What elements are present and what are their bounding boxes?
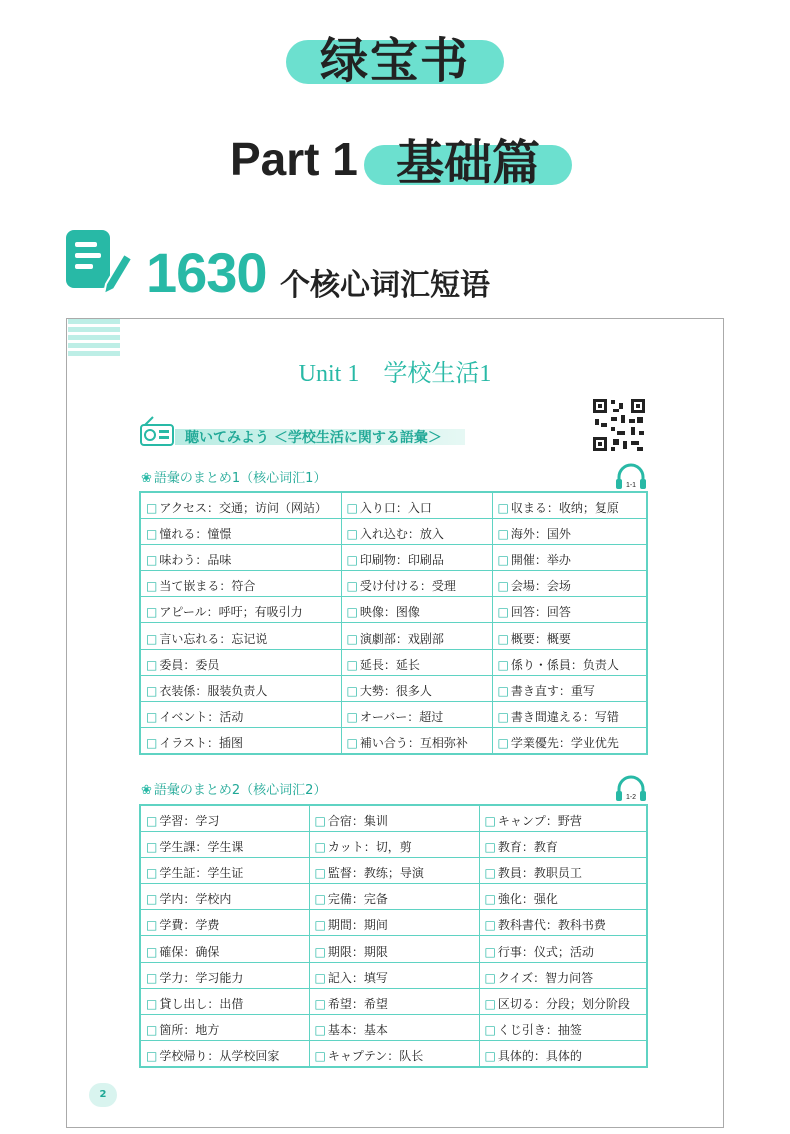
vocab-count-label: 个核心词汇短语 — [280, 268, 490, 303]
vocab-cell — [140, 518, 341, 544]
vocab-cell — [140, 1015, 309, 1041]
checkbox-icon[interactable]: □ — [346, 736, 358, 751]
table-row — [140, 702, 647, 728]
vocab-cell — [140, 805, 309, 831]
qr-code-icon[interactable] — [591, 397, 647, 453]
vocab-cell — [341, 544, 492, 570]
vocab-cell — [309, 884, 479, 910]
checkbox-icon[interactable]: □ — [146, 970, 158, 985]
vocab-cell — [140, 675, 341, 701]
vocab-cell — [492, 702, 647, 728]
vocab-cell — [140, 831, 309, 857]
vocab-cell — [479, 962, 647, 988]
vocab-entry: 行事：仪式；活动 — [497, 944, 594, 959]
vocab-cell — [479, 988, 647, 1014]
vocab-cell — [479, 831, 647, 857]
checkbox-icon[interactable]: □ — [146, 579, 158, 594]
vocab-entry: イベント：活动 — [159, 710, 244, 725]
vocab-cell — [479, 1015, 647, 1041]
vocab-cell — [140, 649, 341, 675]
table-row — [140, 910, 647, 936]
vocab-entry: 教育：教育 — [497, 839, 558, 854]
checkbox-icon[interactable]: □ — [146, 605, 158, 620]
vocab-cell — [479, 1041, 647, 1067]
vocab-entry: 言い忘れる：忘记说 — [159, 631, 268, 646]
track-number: 1-1 — [625, 482, 637, 489]
vocab-cell — [492, 571, 647, 597]
table-row — [140, 805, 647, 831]
table-row — [140, 962, 647, 988]
checkbox-icon[interactable]: □ — [346, 552, 358, 567]
vocab-cell — [140, 702, 341, 728]
vocab-cell — [309, 936, 479, 962]
checkbox-icon[interactable]: □ — [314, 1049, 326, 1064]
vocab-cell — [309, 831, 479, 857]
checkbox-icon[interactable]: □ — [497, 657, 509, 672]
checkbox-icon[interactable]: □ — [314, 839, 326, 854]
vocab-cell — [140, 597, 341, 623]
checkbox-icon[interactable]: □ — [484, 1049, 496, 1064]
checkbox-icon[interactable]: □ — [497, 526, 509, 541]
checkbox-icon[interactable]: □ — [146, 500, 158, 515]
flower-icon: ❀ — [141, 783, 152, 798]
vocab-entry: 期間：期间 — [327, 918, 388, 933]
table-row — [140, 623, 647, 649]
vocab-entry: 大勢：很多人 — [359, 683, 432, 698]
page-number: 2 — [89, 1083, 117, 1107]
vocab-entry: 延長：延长 — [359, 657, 420, 672]
book-page — [66, 318, 724, 1128]
vocab-entry: 完備：完备 — [327, 892, 388, 907]
checkbox-icon[interactable]: □ — [146, 996, 158, 1011]
decorative-stripes — [68, 319, 120, 355]
checkbox-icon[interactable]: □ — [484, 865, 496, 880]
vocab-cell — [492, 544, 647, 570]
track-number: 1-2 — [625, 794, 637, 801]
vocab-cell — [309, 857, 479, 883]
checkbox-icon[interactable]: □ — [497, 710, 509, 725]
checkbox-icon[interactable]: □ — [346, 710, 358, 725]
checkbox-icon[interactable]: □ — [146, 631, 158, 646]
vocab-cell — [492, 492, 647, 518]
vocab-cell — [479, 857, 647, 883]
vocab-entry: アクセス：交通；访问（网站） — [159, 500, 327, 515]
vocab-entry: 学内：学校内 — [159, 892, 232, 907]
vocab-cell — [492, 518, 647, 544]
table-row — [140, 518, 647, 544]
table-row — [140, 544, 647, 570]
vocab-entry: 学生証：学生证 — [159, 865, 244, 880]
vocab-entry: 基本：基本 — [327, 1023, 388, 1038]
vocab-entry: 入れ込む：放入 — [359, 526, 444, 541]
vocab-cell — [492, 623, 647, 649]
vocab-cell — [341, 597, 492, 623]
checkbox-icon[interactable]: □ — [314, 892, 326, 907]
headphone-icon[interactable] — [614, 775, 648, 803]
vocab-entry: 合宿：集训 — [327, 813, 388, 828]
checkbox-icon[interactable]: □ — [146, 1023, 158, 1038]
table-row — [140, 597, 647, 623]
vocab-entry: カット：切，剪 — [327, 839, 412, 854]
checkbox-icon[interactable]: □ — [146, 736, 158, 751]
checkbox-icon[interactable]: □ — [146, 865, 158, 880]
vocab-cell — [140, 857, 309, 883]
checkbox-icon[interactable]: □ — [314, 813, 326, 828]
radio-icon — [139, 415, 175, 447]
vocab-cell — [341, 702, 492, 728]
listen-heading: 聴いてみよう ＜学校生活に関する語彙＞ — [185, 430, 442, 446]
vocab-entry: 強化：强化 — [497, 892, 558, 907]
vocab-entry: 演劇部：戏剧部 — [359, 631, 444, 646]
vocab-entry: 学習：学习 — [159, 813, 220, 828]
vocab-count: 1630 — [146, 241, 267, 304]
vocab-entry: 学力：学习能力 — [159, 970, 244, 985]
checkbox-icon[interactable]: □ — [484, 944, 496, 959]
checkbox-icon[interactable]: □ — [146, 657, 158, 672]
vocab-entry: 記入：填写 — [327, 970, 388, 985]
vocab-entry: イラスト：插图 — [159, 736, 243, 751]
vocab-cell — [479, 884, 647, 910]
vocab-cell — [140, 988, 309, 1014]
vocab-cell — [309, 1041, 479, 1067]
vocab-cell — [140, 492, 341, 518]
vocab-entry: 監督：教练；导演 — [327, 865, 424, 880]
checkbox-icon[interactable]: □ — [484, 813, 496, 828]
checkbox-icon[interactable]: □ — [146, 683, 158, 698]
vocab-entry: 学生課：学生课 — [159, 839, 244, 854]
vocab-entry: 貸し出し：出借 — [159, 996, 244, 1011]
vocab-entry: 委員：委员 — [159, 657, 220, 672]
vocab-entry: 区切る：分段；划分阶段 — [497, 996, 630, 1011]
checkbox-icon[interactable]: □ — [484, 918, 496, 933]
vocab-entry: 印刷物：印刷品 — [359, 552, 444, 567]
vocab-entry: キャンプ：野营 — [497, 813, 582, 828]
checkbox-icon[interactable]: □ — [346, 500, 358, 515]
vocab-entry: 当て嵌まる：符合 — [159, 579, 256, 594]
checkbox-icon[interactable]: □ — [146, 839, 158, 854]
vocab-cell — [140, 884, 309, 910]
book-title: 绿宝书 — [319, 33, 470, 89]
vocab-cell — [341, 518, 492, 544]
checkbox-icon[interactable]: □ — [346, 683, 358, 698]
checkbox-icon[interactable]: □ — [314, 865, 326, 880]
vocab-cell — [341, 675, 492, 701]
section-title-1: ❀ 語彙のまとめ1（核心词汇1） — [141, 471, 327, 486]
checkbox-icon[interactable]: □ — [484, 970, 496, 985]
vocab-entry: 会場：会场 — [510, 579, 571, 594]
vocab-entry: 憧れる：憧憬 — [159, 526, 232, 541]
vocab-cell — [492, 597, 647, 623]
checkbox-icon[interactable]: □ — [497, 683, 509, 698]
vocab-entry: 教科書代：教科书费 — [497, 918, 606, 933]
vocab-cell — [140, 623, 341, 649]
table-row — [140, 571, 647, 597]
vocab-cell — [140, 962, 309, 988]
table-row — [140, 1041, 647, 1067]
vocab-entry: 具体的：具体的 — [497, 1049, 582, 1064]
checkbox-icon[interactable]: □ — [314, 970, 326, 985]
checkbox-icon[interactable]: □ — [146, 813, 158, 828]
vocab-entry: くじ引き：抽签 — [497, 1023, 582, 1038]
vocab-entry: 確保：确保 — [159, 944, 220, 959]
vocab-entry: 希望：希望 — [327, 996, 388, 1011]
checkbox-icon[interactable]: □ — [346, 605, 358, 620]
vocab-cell — [479, 805, 647, 831]
vocab-entry: 書き間違える：写错 — [510, 710, 619, 725]
table-row — [140, 675, 647, 701]
table-row — [140, 649, 647, 675]
vocab-cell — [309, 962, 479, 988]
vocab-cell — [492, 675, 647, 701]
vocab-entry: 補い合う：互相弥补 — [359, 736, 468, 751]
document-pen-icon — [62, 224, 136, 298]
vocab-entry: 入り口：入口 — [359, 500, 432, 515]
vocab-entry: 衣装係：服装负责人 — [159, 683, 268, 698]
checkbox-icon[interactable]: □ — [346, 631, 358, 646]
headphone-icon[interactable] — [614, 463, 648, 491]
vocab-entry: 書き直す：重写 — [510, 683, 595, 698]
checkbox-icon[interactable]: □ — [146, 918, 158, 933]
table-row — [140, 857, 647, 883]
vocab-table-1 — [139, 491, 648, 755]
table-row — [140, 831, 647, 857]
checkbox-icon[interactable]: □ — [314, 944, 326, 959]
vocab-entry: 開催：举办 — [510, 552, 571, 567]
checkbox-icon[interactable]: □ — [497, 631, 509, 646]
checkbox-icon[interactable]: □ — [314, 918, 326, 933]
vocab-entry: 教員：教职员工 — [497, 865, 582, 880]
vocab-cell — [309, 910, 479, 936]
vocab-cell — [309, 805, 479, 831]
vocab-cell — [341, 571, 492, 597]
checkbox-icon[interactable]: □ — [146, 552, 158, 567]
checkbox-icon[interactable]: □ — [146, 944, 158, 959]
vocab-entry: 味わう：品味 — [159, 552, 232, 567]
vocab-entry: 期限：期限 — [327, 944, 388, 959]
vocab-cell — [140, 728, 341, 754]
vocab-entry: 箇所：地方 — [159, 1023, 220, 1038]
vocab-entry: キャプテン：队长 — [327, 1049, 424, 1064]
vocab-entry: クイズ：智力问答 — [497, 970, 594, 985]
vocab-entry: 学校帰り：从学校回家 — [159, 1049, 280, 1064]
section-title-2: ❀ 語彙のまとめ2（核心词汇2） — [141, 783, 327, 798]
vocab-cell — [140, 910, 309, 936]
part-subtitle: 基础篇 — [395, 135, 540, 191]
checkbox-icon[interactable]: □ — [497, 579, 509, 594]
vocab-entry: 海外：国外 — [510, 526, 571, 541]
vocab-entry: 受け付ける：受理 — [359, 579, 456, 594]
vocab-table-2 — [139, 804, 648, 1068]
checkbox-icon[interactable]: □ — [497, 736, 509, 751]
table-row — [140, 1015, 647, 1041]
vocab-cell — [492, 649, 647, 675]
vocab-entry: 映像：图像 — [359, 605, 420, 620]
vocab-entry: 収まる：收纳；复原 — [510, 500, 619, 515]
vocab-entry: アピール：呼吁；有吸引力 — [159, 605, 303, 620]
table-row — [140, 492, 647, 518]
vocab-entry: 学業優先：学业优先 — [510, 736, 619, 751]
vocab-cell — [341, 623, 492, 649]
checkbox-icon[interactable]: □ — [346, 657, 358, 672]
checkbox-icon[interactable]: □ — [146, 526, 158, 541]
checkbox-icon[interactable]: □ — [346, 526, 358, 541]
vocab-entry: 回答：回答 — [510, 605, 571, 620]
checkbox-icon[interactable]: □ — [497, 552, 509, 567]
checkbox-icon[interactable]: □ — [484, 839, 496, 854]
vocab-cell — [479, 936, 647, 962]
checkbox-icon[interactable]: □ — [484, 1023, 496, 1038]
vocab-cell — [341, 492, 492, 518]
vocab-cell — [309, 988, 479, 1014]
vocab-cell — [341, 728, 492, 754]
vocab-entry: 概要：概要 — [510, 631, 571, 646]
vocab-cell — [140, 936, 309, 962]
checkbox-icon[interactable]: □ — [146, 892, 158, 907]
vocab-cell — [309, 1015, 479, 1041]
vocab-cell — [140, 1041, 309, 1067]
table-row — [140, 988, 647, 1014]
table-row — [140, 884, 647, 910]
checkbox-icon[interactable]: □ — [497, 500, 509, 515]
part-label: Part 1 — [230, 133, 358, 185]
unit-title: Unit 1 学校生活1 — [298, 361, 492, 387]
vocab-entry: 学費：学费 — [159, 918, 220, 933]
checkbox-icon[interactable]: □ — [314, 1023, 326, 1038]
vocab-cell — [140, 571, 341, 597]
checkbox-icon[interactable]: □ — [314, 996, 326, 1011]
checkbox-icon[interactable]: □ — [146, 710, 158, 725]
vocab-cell — [140, 544, 341, 570]
checkbox-icon[interactable]: □ — [497, 605, 509, 620]
vocab-entry: 係り・係員：负责人 — [510, 657, 619, 672]
checkbox-icon[interactable]: □ — [346, 579, 358, 594]
vocab-cell — [492, 728, 647, 754]
table-row — [140, 728, 647, 754]
checkbox-icon[interactable]: □ — [146, 1049, 158, 1064]
vocab-entry: オーバー：超过 — [359, 710, 444, 725]
checkbox-icon[interactable]: □ — [484, 996, 496, 1011]
checkbox-icon[interactable]: □ — [484, 892, 496, 907]
flower-icon: ❀ — [141, 471, 152, 486]
table-row — [140, 936, 647, 962]
vocab-cell — [341, 649, 492, 675]
vocab-cell — [479, 910, 647, 936]
